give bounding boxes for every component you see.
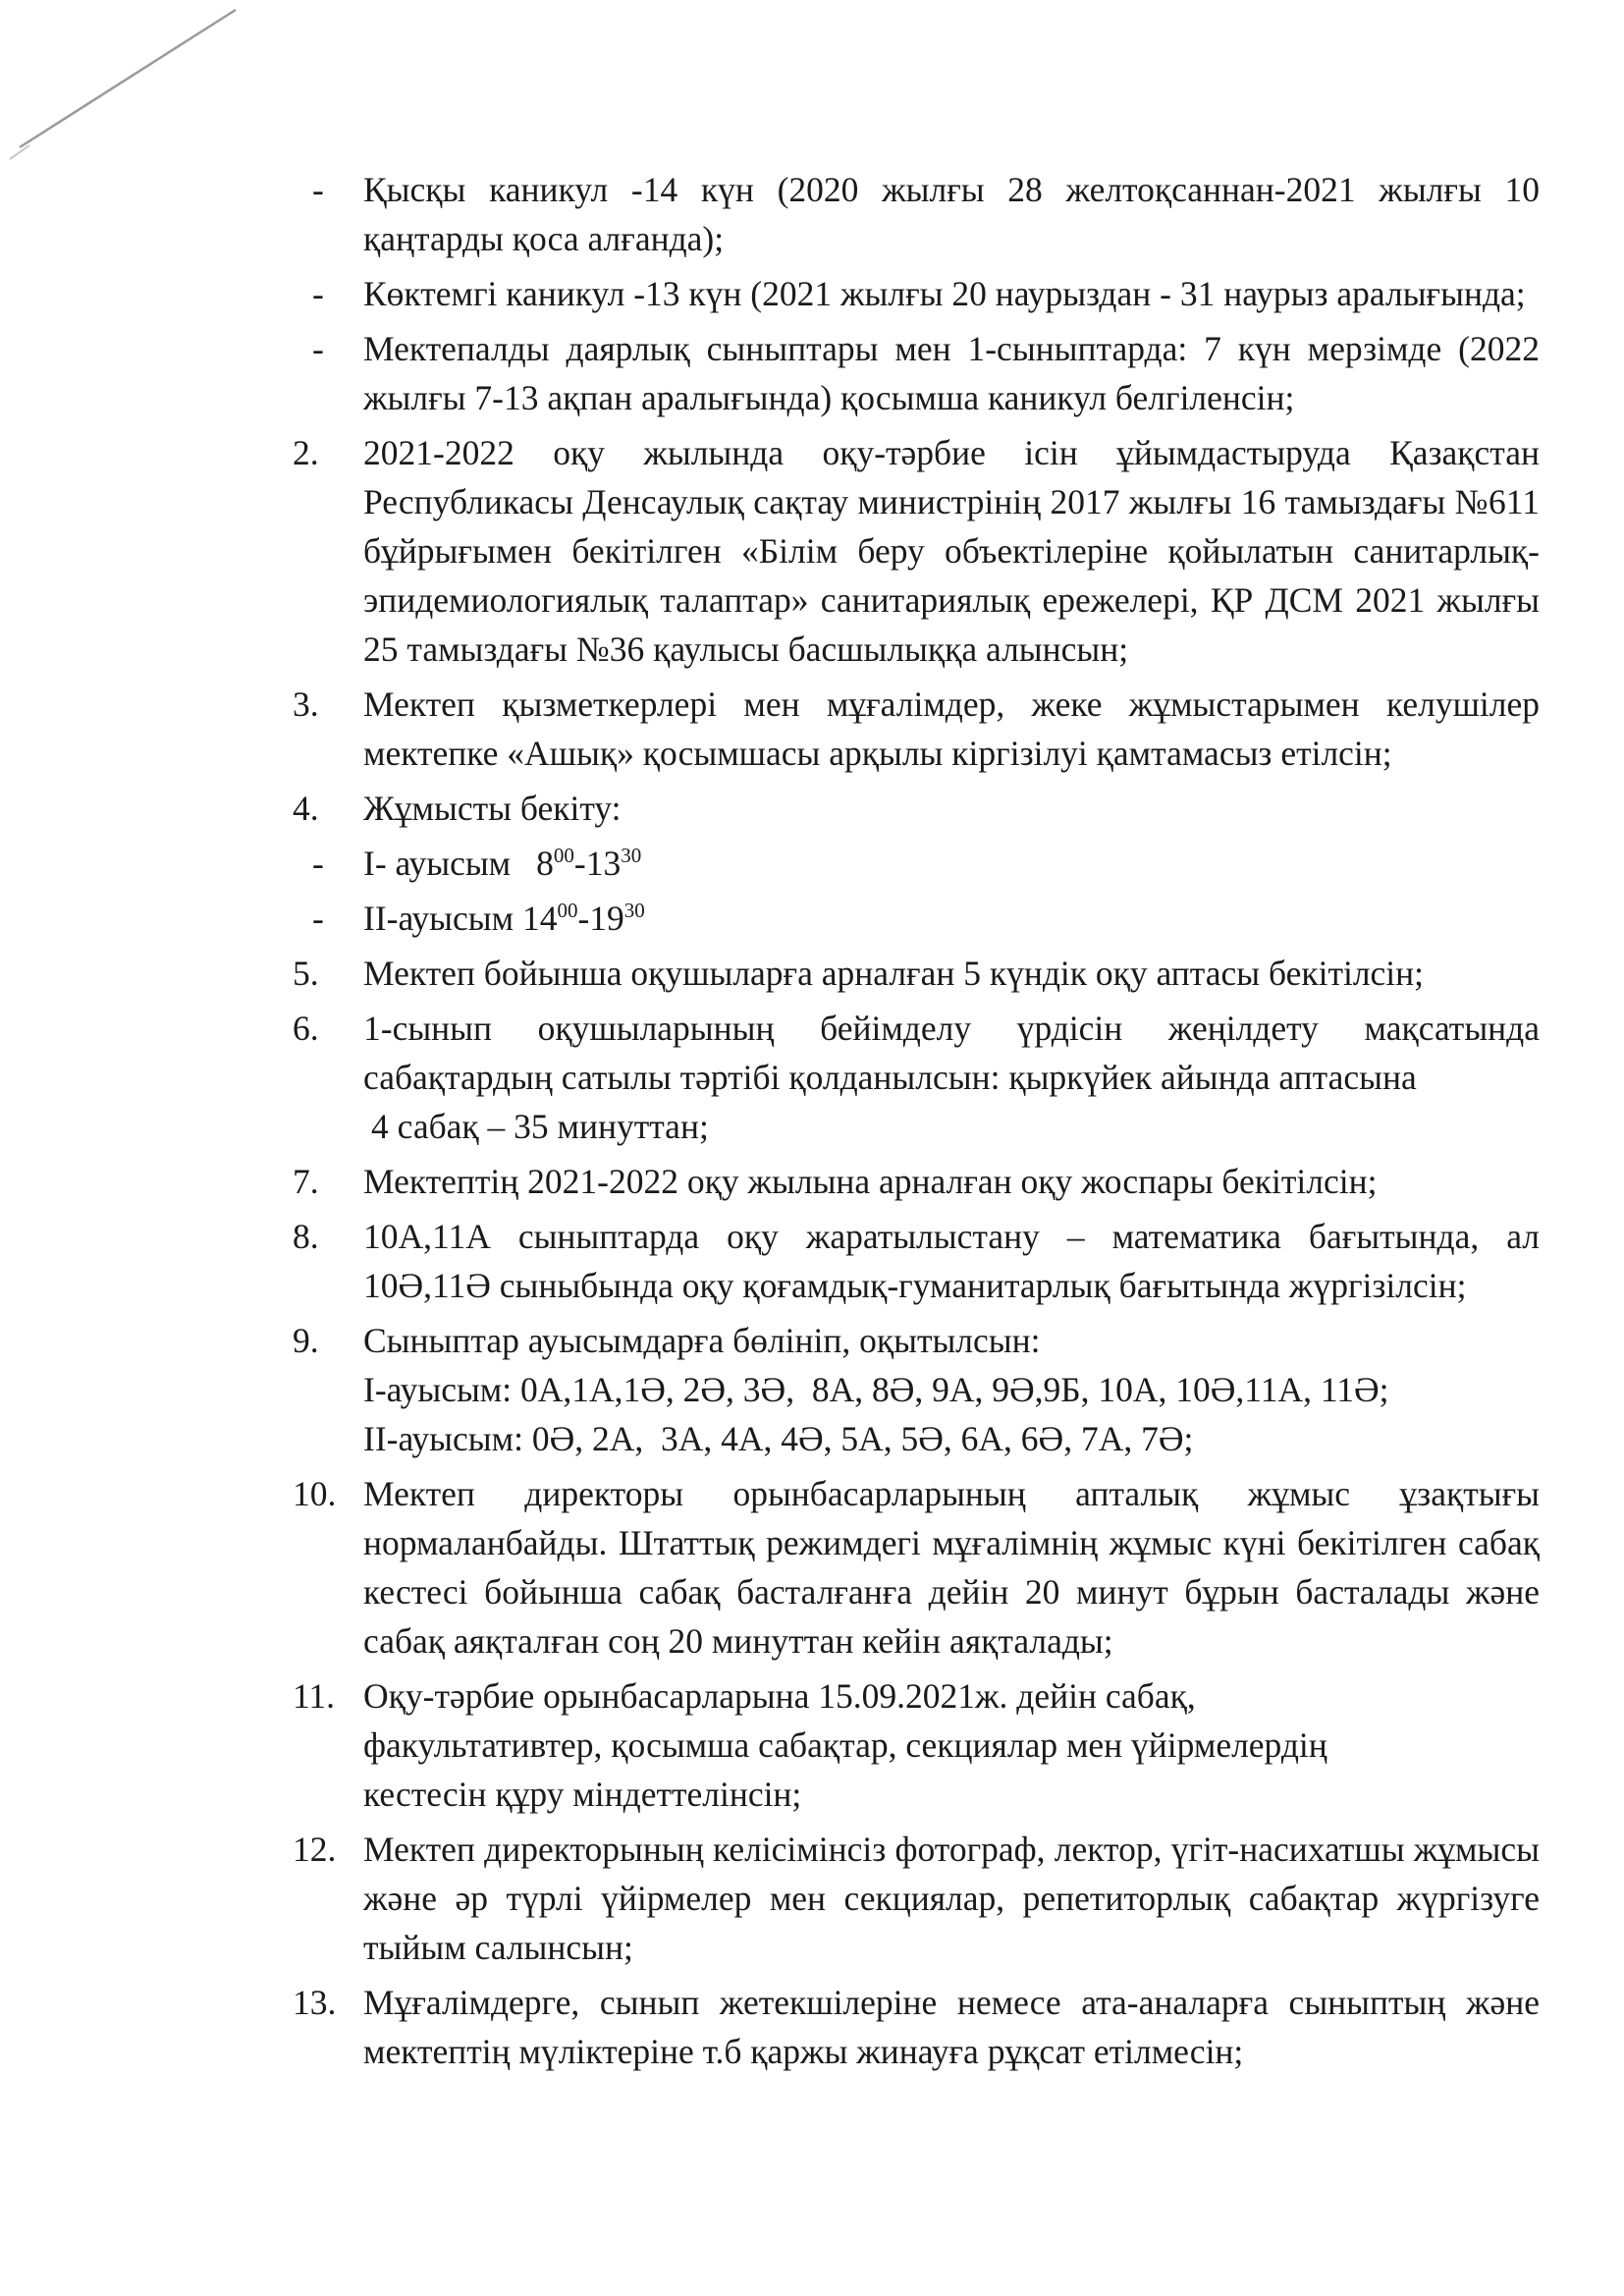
list-item	[293, 1316, 1540, 1463]
shift-start-minutes: 00	[557, 899, 578, 923]
list-marker: -	[312, 274, 324, 313]
list-item	[293, 1978, 1540, 2076]
text-line: кестесін құру міндеттелінсін;	[363, 1775, 802, 1814]
list-item-text	[363, 1316, 1540, 1463]
scanned-page-corner-fold	[0, 0, 245, 167]
list-item	[312, 269, 1540, 318]
text-line: II-ауысым: 0Ә, 2А, 3А, 4А, 4Ә, 5А, 5Ә, 6А, 6Ә, 7А, 7Ә;	[363, 1419, 1194, 1458]
text-line: I-ауысым: 0А,1А,1Ә, 2Ә, 3Ә, 8А, 8Ә, 9А, 9Ә,9Б, 10А, 10Ә,11А, 11Ә;	[363, 1370, 1389, 1409]
list-item-text: 10А,11А сыныптарда оқу жаратылыстану – математика бағытында, ал 10Ә,11Ә сыныбында оқу қоғамдық-гуманитарлық бағытында жүргізілсін;	[363, 1217, 1540, 1305]
list-marker: 3.	[293, 684, 319, 724]
shift-end-hour: 13	[585, 844, 622, 883]
text-line: 4 сабақ – 35 минуттан;	[371, 1107, 709, 1146]
text-line: Оқу-тәрбие орынбасарларына 15.09.2021ж. дейін сабақ,	[363, 1676, 1196, 1716]
list-item	[312, 165, 1540, 263]
list-item	[293, 1825, 1540, 1972]
list-marker: -	[312, 329, 324, 368]
shift-start-minutes: 00	[553, 844, 574, 868]
list-marker: 8.	[293, 1217, 319, 1256]
list-item	[293, 1157, 1540, 1206]
list-marker: 2.	[293, 433, 319, 472]
list-item-text: Мектепалды даярлық сыныптары мен 1-сыныптарда: 7 күн мерзімде (2022 жылғы 7-13 ақпан аралығында) қосымша каникул белгіленсін;	[363, 329, 1540, 417]
list-marker: 11.	[293, 1676, 336, 1716]
shift-start-hour: 8	[536, 844, 554, 883]
list-marker: 13.	[293, 1983, 337, 2022]
shift-schedule: II-ауысым $14^{00}-19^{30}$	[363, 899, 645, 938]
list-item-text: Жұмысты бекіту:	[363, 789, 622, 828]
list-item-text: Көктемгі каникул -13 күн (2021 жылғы 20 наурыздан - 31 наурыз аралығында;	[363, 274, 1526, 313]
list-marker: 6.	[293, 1009, 319, 1048]
list-item	[293, 680, 1540, 778]
list-item-text: Мектеп бойынша оқушыларға арналған 5 күндік оқу аптасы бекітілсін;	[363, 954, 1425, 993]
shift-start-hour: 14	[521, 899, 558, 938]
list-item	[293, 1671, 1540, 1819]
shift-schedule-item	[312, 839, 1540, 888]
shift-end-minutes: 30	[621, 844, 642, 868]
list-marker: 5.	[293, 954, 319, 993]
list-item-text: Мектеп директоры орынбасарларының апталық жұмыс ұзақтығы нормаланбайды. Штаттық режимдегі мұғалімнің жұмыс күні бекітілген сабақ кестесі бойынша сабақ басталғанға дейін 20 минут бұрын басталады және сабақ аяқталған соң 20 минуттан кейін аяқталады;	[363, 1474, 1540, 1661]
text-line: 1-сынып оқушыларының бейімделу үрдісін жеңілдету мақсатында	[363, 1009, 1540, 1048]
shift-end-hour: 19	[589, 899, 624, 938]
list-marker: 4.	[293, 789, 319, 828]
document-body	[293, 165, 1540, 2082]
text-line: сабақтардың сатылы тәртібі қолданылсын: қыркүйек айында аптасына	[363, 1058, 1417, 1097]
list-item-text: 2021-2022 оқу жылында оқу-тәрбие ісін ұйымдастыруда Қазақстан Республикасы Денсаулық сақтау министрінің 2017 жылғы 16 тамыздағы №611 бұйрығымен бекітілген «Білім беру объектілеріне қойылатын санитарлық-эпидемиологиялық талаптар» санитариялық ережелері, ҚР ДСМ 2021 жылғы 25 тамыздағы №36 қаулысы басшылыққа алынсын;	[363, 433, 1540, 669]
list-item-text	[363, 1671, 1540, 1819]
text-line: факультативтер, қосымша сабақтар, секциялар мен үйірмелердің	[363, 1725, 1327, 1765]
text-line: Сыныптар ауысымдарға бөлініп, оқытылсын:	[363, 1321, 1041, 1360]
list-item	[312, 324, 1540, 422]
list-item-text: Қысқы каникул -14 күн (2020 жылғы 28 желтоқсаннан-2021 жылғы 10 қаңтарды қоса алғанда);	[363, 170, 1540, 258]
shift-schedule-item	[312, 894, 1540, 943]
list-item-text: Мектеп қызметкерлері мен мұғалімдер, жеке жұмыстарымен келушілер мектепке «Ашық» қосымшасы арқылы кіргізілуі қамтамасыз етілсін;	[363, 684, 1540, 773]
list-item	[293, 1212, 1540, 1310]
list-item	[293, 1469, 1540, 1666]
list-marker: 7.	[293, 1162, 319, 1201]
list-item-text: Мектеп директорының келісімінсіз фотограф, лектор, үгіт-насихатшы жұмысы және әр түрлі үйірмелер мен секциялар, репетиторлық сабақтар жүргізуге тыйым салынсын;	[363, 1830, 1540, 1967]
shift-end-minutes: 30	[623, 899, 645, 923]
list-marker: 12.	[293, 1830, 337, 1869]
list-item-text: Мұғалімдерге, сынып жетекшілеріне немесе ата-аналарға сыныптың және мектептің мүліктеріне т.б қаржы жинауға рұқсат етілмесін;	[363, 1983, 1540, 2071]
shift-schedule: I- ауысым $8^{00}-13^{30}$	[363, 844, 642, 883]
list-item	[293, 784, 1540, 833]
list-marker: -	[312, 170, 324, 209]
shift-label: I- ауысым	[363, 844, 512, 883]
list-marker: -	[312, 844, 324, 883]
list-item-text	[363, 1004, 1540, 1151]
list-marker: 10.	[293, 1474, 337, 1513]
list-item	[293, 949, 1540, 998]
list-marker: 9.	[293, 1321, 319, 1360]
list-marker: -	[312, 899, 324, 938]
list-item	[293, 1004, 1540, 1151]
list-item-text: Мектептің 2021-2022 оқу жылына арналған оқу жоспары бекітілсін;	[363, 1162, 1378, 1201]
shift-label: II-ауысым	[363, 899, 514, 938]
list-item	[293, 428, 1540, 674]
